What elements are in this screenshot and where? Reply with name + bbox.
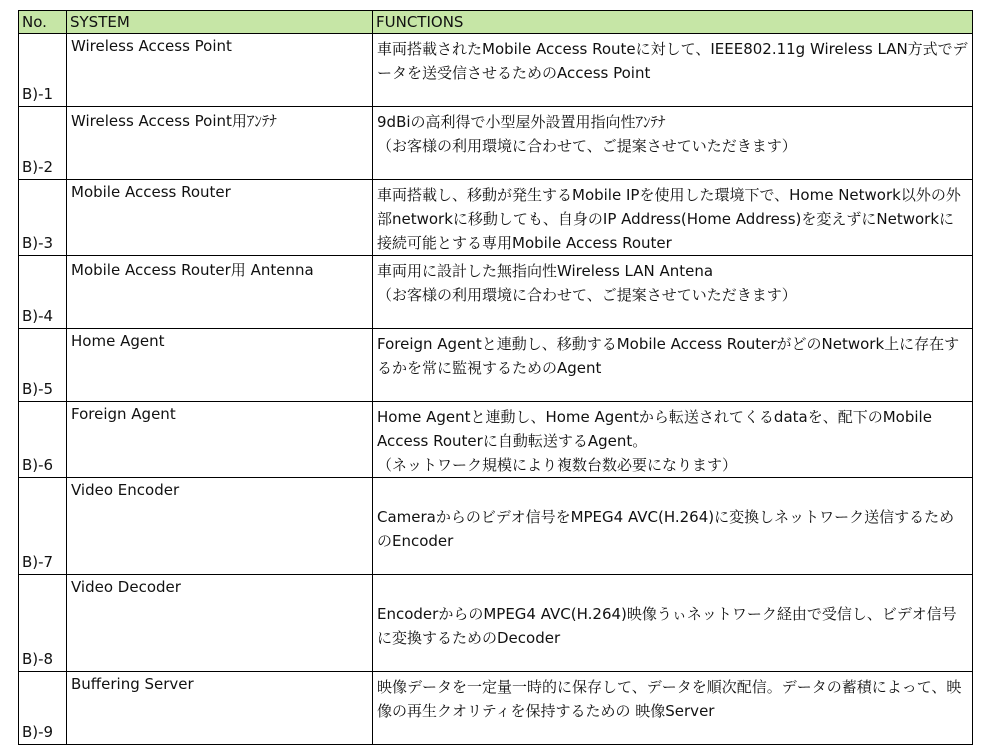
row-number: B)-7 — [19, 478, 67, 575]
row-number: B)-9 — [19, 672, 67, 745]
function-description: Home Agentと連動し、Home Agentから転送されてくるdataを、配下のMobile Access Routerに自動転送するAgent。 （ネットワーク規模により複数台数必要になります） — [373, 402, 973, 478]
table-row — [19, 672, 973, 745]
row-number: B)-6 — [19, 402, 67, 478]
function-description: 車両搭載し、移動が発生するMobile IPを使用した環境下で、Home Network以外の外部networkに移動しても、自身のIP Address(Home Address)を変えずにNetworkに接続可能とする専用Mobile Access Router — [373, 180, 973, 256]
row-number: B)-4 — [19, 256, 67, 329]
function-description: EncoderからのMPEG4 AVC(H.264)映像うぃネットワーク経由で受信し、ビデオ信号に変換するためのDecoder — [373, 575, 973, 672]
system-name: Wireless Access Point — [67, 34, 373, 107]
function-description: Cameraからのビデオ信号をMPEG4 AVC(H.264)に変換しネットワーク送信するためのEncoder — [373, 478, 973, 575]
table-row — [19, 180, 973, 256]
table-row — [19, 34, 973, 107]
system-name: Home Agent — [67, 329, 373, 402]
system-name: Buffering Server — [67, 672, 373, 745]
row-number: B)-2 — [19, 107, 67, 180]
row-number: B)-8 — [19, 575, 67, 672]
function-description: 映像データを一定量一時的に保存して、データを順次配信。データの蓄積によって、映像の再生クオリティを保持するための 映像Server — [373, 672, 973, 745]
header-functions: FUNCTIONS — [373, 11, 973, 34]
table-row — [19, 256, 973, 329]
table-row — [19, 107, 973, 180]
system-name: Foreign Agent — [67, 402, 373, 478]
row-number: B)-3 — [19, 180, 67, 256]
table-row — [19, 478, 973, 575]
function-description: Foreign Agentと連動し、移動するMobile Access RouterがどのNetwork上に存在するかを常に監視するためのAgent — [373, 329, 973, 402]
header-system: SYSTEM — [67, 11, 373, 34]
system-name: Video Decoder — [67, 575, 373, 672]
header-row — [19, 11, 973, 34]
system-name: Mobile Access Router用 Antenna — [67, 256, 373, 329]
function-description: 車両用に設計した無指向性Wireless LAN Antena （お客様の利用環境に合わせて、ご提案させていただきます） — [373, 256, 973, 329]
row-number: B)-5 — [19, 329, 67, 402]
system-name: Video Encoder — [67, 478, 373, 575]
table-row — [19, 575, 973, 672]
function-description: 車両搭載されたMobile Access Routeに対して、IEEE802.11g Wireless LAN方式でデータを送受信させるためのAccess Point — [373, 34, 973, 107]
system-name: Wireless Access Point用ｱﾝﾃﾅ — [67, 107, 373, 180]
system-name: Mobile Access Router — [67, 180, 373, 256]
row-number: B)-1 — [19, 34, 67, 107]
systems-table-container — [18, 10, 972, 745]
table-row — [19, 402, 973, 478]
header-no: No. — [19, 11, 67, 34]
table-row — [19, 329, 973, 402]
function-description: 9dBiの高利得で小型屋外設置用指向性ｱﾝﾃﾅ （お客様の利用環境に合わせて、ご提案させていただきます） — [373, 107, 973, 180]
systems-table — [18, 10, 973, 745]
